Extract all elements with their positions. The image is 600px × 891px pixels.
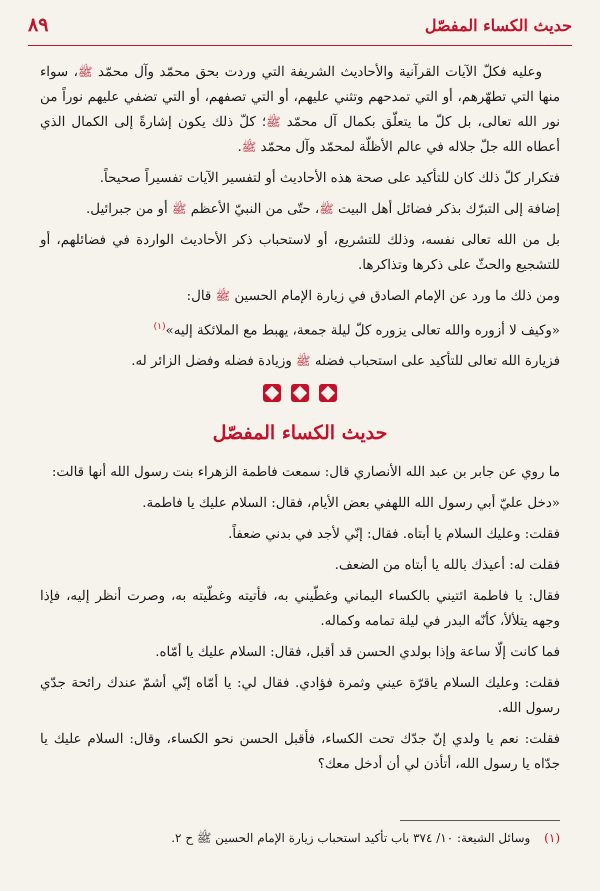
salawat-glyph: ﷺ xyxy=(319,202,334,216)
paragraph xyxy=(40,60,560,160)
page-content xyxy=(40,60,560,783)
page-number: ٨٩ xyxy=(28,14,49,36)
ornament-icon xyxy=(291,384,309,402)
quote-paragraph xyxy=(40,315,560,343)
footnote-rule xyxy=(400,820,560,821)
running-header xyxy=(28,14,572,38)
paragraph xyxy=(40,284,560,309)
text-run: وعليه فكلّ الآيات القرآنية والأحاديث الشريفة التي وردت بحق محمّد وآل محمّد xyxy=(98,65,542,80)
hadith-paragraph: فقلت: وعليك السلام ياقرّة عيني وثمرة فؤادي. فقال لي: يا أمّاه إنّي أشمّ عندك رائحة جدّي رسول الله. xyxy=(40,676,560,717)
text-run: قال: xyxy=(186,289,212,304)
quote-text: «وكيف لا أزوره والله تعالى يزوره كلّ ليلة جمعة، يهبط مع الملائكة إليه» xyxy=(165,323,560,339)
text-run: ؛ كلّ ذلك يكون إشارةً إلى الكمال الذي أعطاه الله جلّ جلاله في عالم الأظلّة لمحمّد وآل محمّد xyxy=(40,115,560,155)
header-rule xyxy=(28,45,572,46)
text-run: فزيارة الله تعالى للتأكيد على استحباب فضله xyxy=(314,354,560,370)
footnote-reference[interactable]: (١) xyxy=(153,322,166,332)
hadith-paragraph: ما روي عن جابر بن عبد الله الأنصاري قال: سمعت فاطمة الزهراء بنت رسول الله أنها قالت: xyxy=(51,465,560,481)
paragraph: فتكرار كلّ ذلك كان للتأكيد على صحة هذه الأحاديث أو لتفسير الآيات تفسيراً صحيحاً. xyxy=(99,171,560,186)
salawat-glyph: ﷺ xyxy=(171,202,187,216)
text-run: . xyxy=(237,140,242,155)
salawat-glyph: ﷺ xyxy=(266,115,281,129)
salawat-glyph: ﷺ xyxy=(241,140,257,154)
paragraph: بل من الله تعالى نفسه، وذلك للتشريع، أو لاستحباب ذكر الأحاديث الواردة في فضائلهم، أو للتشجيع والحثّ على ذكرها وتذاكرها. xyxy=(40,233,560,273)
footnote-number: (١) xyxy=(544,831,560,845)
text-run: وزيادة فضله وفضل الزائر له. xyxy=(131,354,292,370)
footnote xyxy=(40,828,560,848)
hadith-paragraph: فقلت: وعليك السلام يا أبتاه. فقال: إنّي لأجد في بدني ضعفاً. xyxy=(228,527,560,543)
ornament-icon xyxy=(319,384,337,402)
ornament-icon xyxy=(263,384,281,402)
paragraph xyxy=(40,349,560,374)
text-run: ، سواء منها التي تطهّرهم، أو التي تمدحهم وتثني عليهم، أو التي تصفهم، أو التي تضفي عليهم نوراً من نور الله تعالى، بل كلّ ما يتعلّق بكمال آل محمّد xyxy=(40,65,560,130)
text-run: ، حتّى من النبيّ الأعظم xyxy=(190,202,320,217)
paragraph xyxy=(40,197,560,222)
hadith-paragraph: فقال: يا فاطمة ائتيني بالكساء اليماني وغطّيني به، فأتيته وغطّيته به، وصرت أنظر إليه، فإذا وجهه يتلألأ، كأنّه البدر في ليلة تمامه وكماله. xyxy=(40,589,560,630)
salawat-glyph: ﷺ xyxy=(296,354,311,369)
hadith-paragraph: فقلت: نعم يا ولدي إنّ جدّك تحت الكساء، فأقبل الحسن نحو الكساء، وقال: السلام عليك يا جدّاه يا رسول الله، أتأذن لي أن أدخل معك؟ xyxy=(40,732,560,773)
hadith-paragraph: «دخل عليّ أبي رسول الله اللهفي بعض الأيام، فقال: السلام عليك يا فاطمة. xyxy=(142,496,560,512)
hadith-paragraph: فما كانت إلّا ساعة وإذا بولدي الحسن قد أقبل، فقال: السلام عليك يا أمّاه. xyxy=(155,645,560,661)
text-run: أو من جبرائيل. xyxy=(86,202,168,217)
alayhi-glyph: ﷺ xyxy=(215,289,231,303)
hadith-paragraph: فقلت له: أعيذك بالله يا أبتاه من الضعف. xyxy=(334,558,560,574)
footnote-text: وسائل الشيعة: ١٠/ ٣٧٤ باب تأكيد استحباب زيارة الإمام الحسين ﷺ ح ٢. xyxy=(171,831,531,845)
text-run: ومن ذلك ما ورد عن الإمام الصادق في زيارة الإمام الحسين xyxy=(234,289,560,304)
section-divider-ornament xyxy=(40,384,560,409)
salawat-glyph: ﷺ xyxy=(77,65,93,79)
section-title: حديث الكساء المفصّل xyxy=(212,422,388,445)
running-header-title: حديث الكساء المفصّل xyxy=(424,16,572,35)
text-run: إضافة إلى التبرّك بذكر فضائل أهل البيت xyxy=(338,202,560,217)
